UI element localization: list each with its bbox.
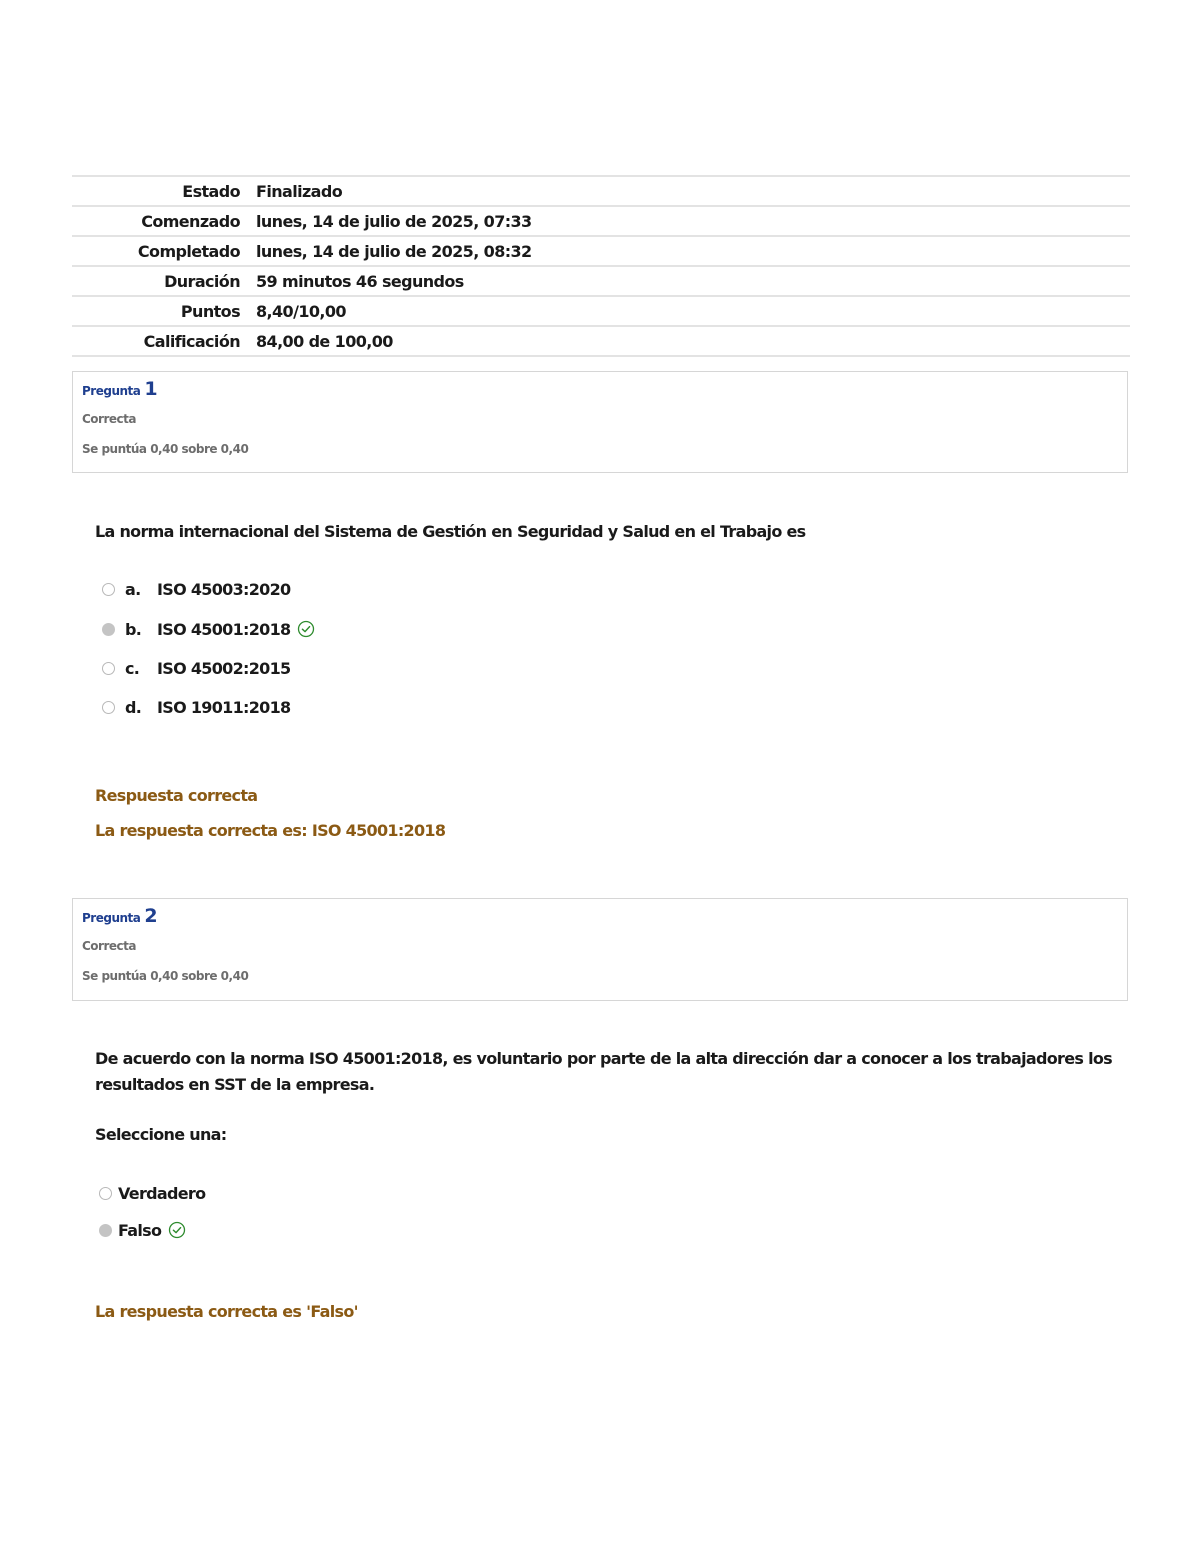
right-answer-text: La respuesta correcta es: ISO 45001:2018	[95, 821, 446, 840]
check-circle-icon	[297, 620, 315, 638]
summary-label: Duración	[164, 271, 240, 291]
question-grade: Se puntúa 0,40 sobre 0,40	[82, 969, 249, 983]
question-1-text: La norma internacional del Sistema de Gestión en Seguridad y Salud en el Trabajo es	[95, 522, 806, 541]
option-text: ISO 19011:2018	[157, 697, 291, 717]
summary-value: lunes, 14 de julio de 2025, 08:32	[256, 241, 532, 261]
answer-option-b[interactable]	[102, 616, 315, 642]
radio-button-selected[interactable]	[99, 1224, 112, 1237]
select-one-prompt: Seleccione una:	[95, 1125, 227, 1144]
option-text: Falso	[118, 1220, 162, 1240]
radio-button[interactable]	[102, 583, 115, 596]
answer-option-falso[interactable]	[99, 1217, 186, 1243]
summary-label: Comenzado	[141, 211, 240, 231]
answer-option-verdadero[interactable]	[99, 1180, 205, 1206]
question-state: Correcta	[82, 412, 136, 426]
radio-button[interactable]	[99, 1187, 112, 1200]
radio-button[interactable]	[102, 662, 115, 675]
summary-value: 8,40/10,00	[256, 301, 346, 321]
question-title	[82, 378, 1118, 404]
summary-label: Estado	[182, 181, 240, 201]
option-text: ISO 45001:2018	[157, 619, 291, 639]
summary-row-calificacion	[72, 327, 1130, 357]
summary-label: Puntos	[180, 301, 240, 321]
question-number: 1	[144, 378, 158, 400]
summary-value: Finalizado	[256, 181, 343, 201]
summary-label: Calificación	[143, 331, 240, 351]
summary-value: 59 minutos 46 segundos	[256, 271, 464, 291]
right-answer-text: La respuesta correcta es 'Falso'	[95, 1302, 358, 1321]
question-label: Pregunta	[82, 384, 141, 398]
radio-button-selected[interactable]	[102, 623, 115, 636]
question-number: 2	[144, 905, 158, 927]
summary-value: 84,00 de 100,00	[256, 331, 393, 351]
summary-value: lunes, 14 de julio de 2025, 07:33	[256, 211, 532, 231]
question-label: Pregunta	[82, 911, 141, 925]
question-state: Correcta	[82, 939, 136, 953]
summary-label: Completado	[137, 241, 240, 261]
option-text: ISO 45002:2015	[157, 658, 291, 678]
option-letter: c.	[125, 658, 140, 678]
answer-option-a[interactable]	[102, 576, 290, 602]
question-1-info	[72, 371, 1128, 473]
option-text: ISO 45003:2020	[157, 579, 291, 599]
option-letter: a.	[125, 579, 141, 599]
option-letter: b.	[125, 619, 142, 639]
summary-row-completado	[72, 237, 1130, 267]
summary-row-puntos	[72, 297, 1130, 327]
question-title	[82, 905, 1118, 931]
attempt-summary-table	[72, 175, 1130, 357]
option-letter: d.	[125, 697, 142, 717]
question-2-info	[72, 898, 1128, 1001]
summary-row-duracion	[72, 267, 1130, 297]
check-circle-icon	[168, 1221, 186, 1239]
question-2-text: De acuerdo con la norma ISO 45001:2018, es voluntario por parte de la alta dirección dar a conocer a los trabajadores los resultados en SST de la empresa.	[95, 1049, 1112, 1094]
option-text: Verdadero	[118, 1183, 206, 1203]
answer-option-d[interactable]	[102, 694, 290, 720]
feedback-text: Respuesta correcta	[95, 786, 258, 805]
answer-option-c[interactable]	[102, 655, 290, 681]
question-grade: Se puntúa 0,40 sobre 0,40	[82, 442, 249, 456]
summary-row-comenzado	[72, 207, 1130, 237]
summary-row-estado	[72, 177, 1130, 207]
radio-button[interactable]	[102, 701, 115, 714]
